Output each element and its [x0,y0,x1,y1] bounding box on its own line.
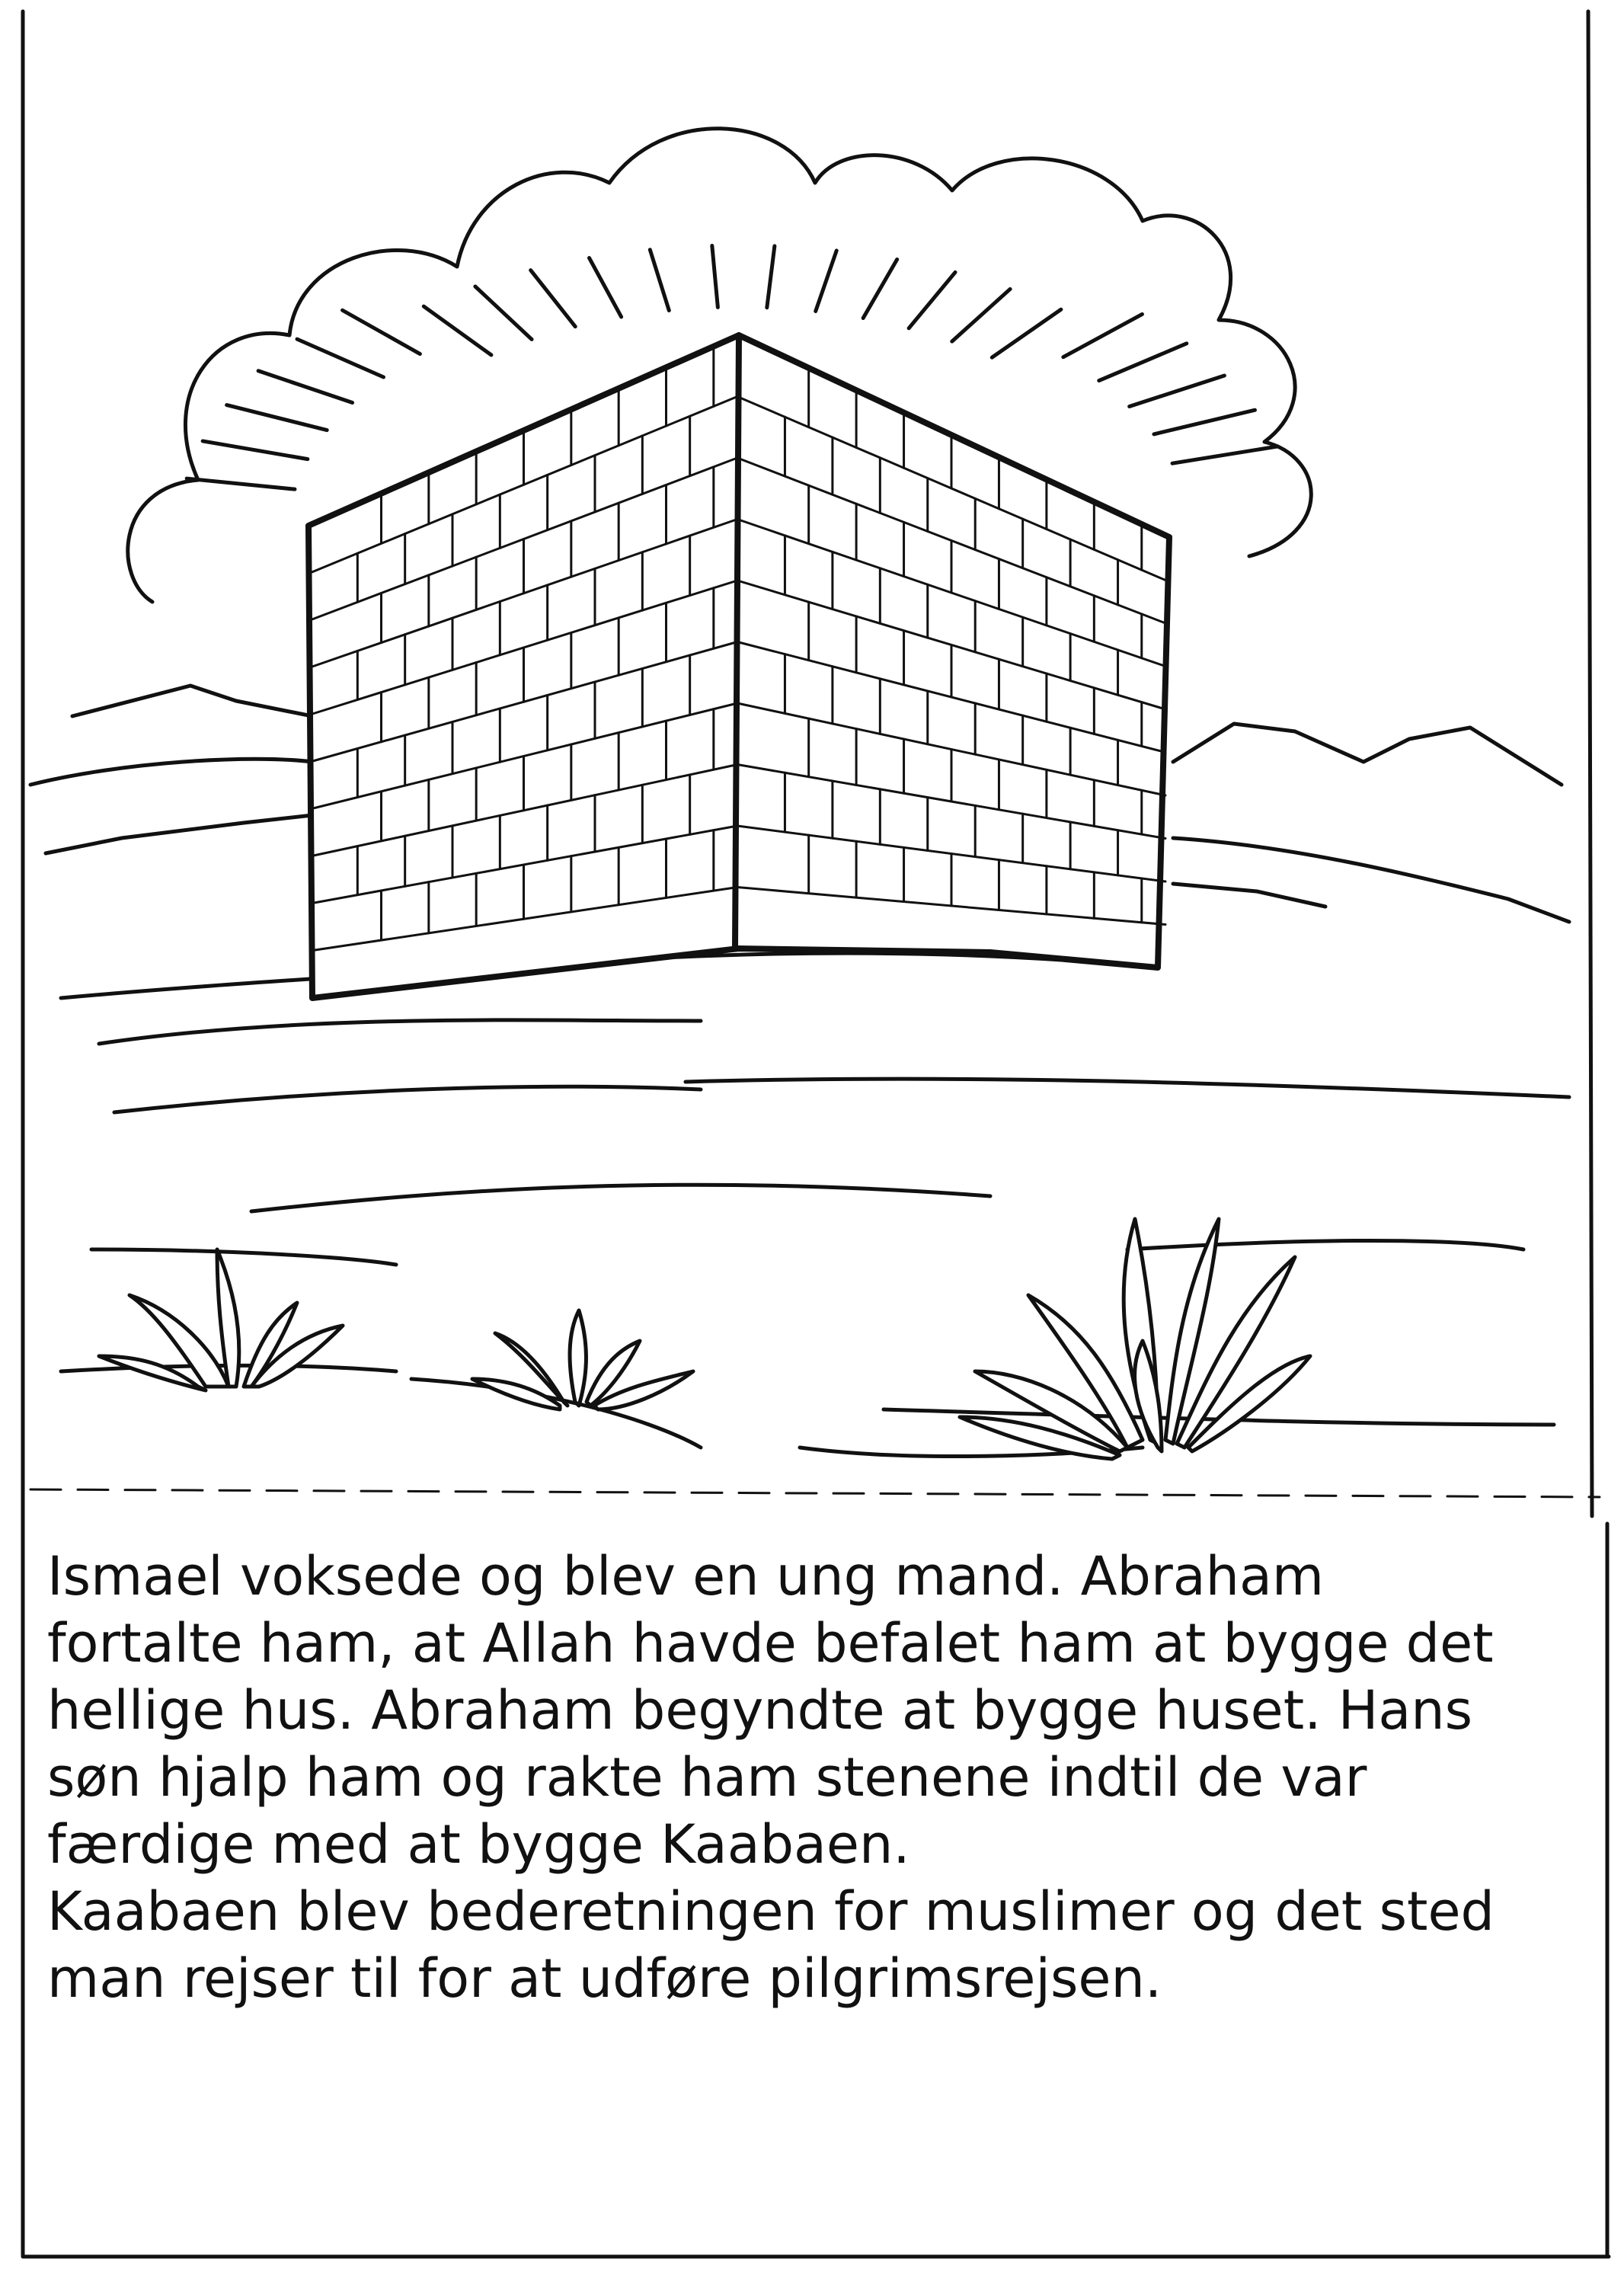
light-ray [258,371,352,403]
light-ray [531,270,576,327]
light-ray [203,441,308,459]
cut-line [30,1489,1600,1497]
light-ray [952,289,1010,341]
story-line: Ismael voksede og blev en ung mand. Abraham [47,1545,1325,1608]
light-ray [767,246,775,308]
light-ray [909,272,955,328]
light-ray [1099,344,1187,381]
light-ray [650,250,669,311]
story-line: færdige med at bygge Kaabaen. [47,1813,910,1876]
plant-large-right [960,1219,1310,1459]
light-ray [816,251,836,312]
story-line: man rejser til for at udføre pilgrimsrejsen. [47,1947,1162,2010]
light-ray [863,260,897,318]
plant-small-center [472,1310,693,1409]
light-ray [1063,314,1143,357]
light-ray [187,478,295,489]
light-ray [297,339,383,377]
story-line: søn hjalp ham og rakte ham stenene indtil de var [47,1746,1367,1809]
plant-small-left [99,1249,343,1390]
light-ray [1154,410,1255,434]
light-ray [992,309,1061,357]
light-ray [1130,376,1225,407]
story-text [47,1543,1578,2012]
light-ray [712,246,718,308]
light-ray [343,310,420,354]
story-line: Kaabaen blev bederetningen for muslimer og det sted [47,1880,1495,1943]
story-line: fortalte ham, at Allah havde befalet ham at bygge det [47,1612,1494,1675]
light-ray [424,306,491,355]
light-ray [590,258,622,317]
kaaba-cube [308,335,1169,998]
light-ray [475,286,532,339]
light-ray [227,405,328,430]
story-line: hellige hus. Abraham begyndte at bygge huset. Hans [47,1679,1473,1742]
light-ray [1172,446,1277,463]
